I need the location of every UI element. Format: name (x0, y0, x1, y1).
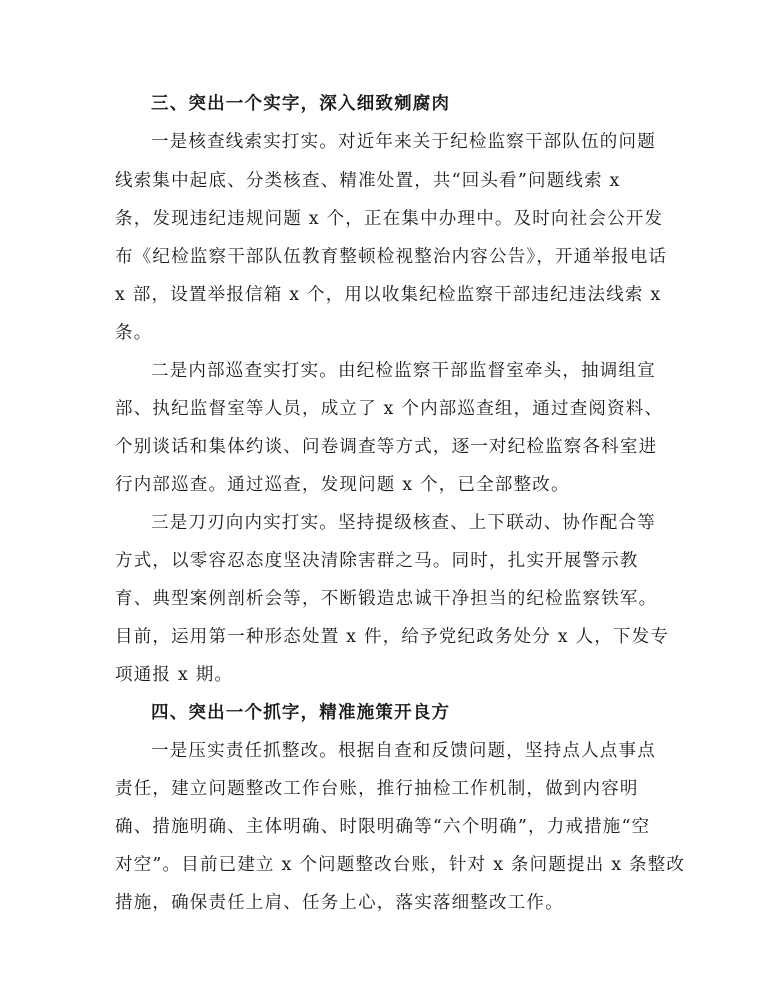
paragraph-line: x 部，设置举报信箱 x 个，用以收集纪检监察干部违纪违法线索 x (115, 285, 662, 305)
paragraph-line: 方式，以零容忍态度坚决清除害群之马。同时，扎实开展警示教 (115, 551, 639, 571)
paragraph-line: 部、执纪监督室等人员，成立了 x 个内部巡查组，通过查阅资料、 (115, 399, 664, 419)
paragraph-line: 个别谈话和集体约谈、问卷调查等方式，逐一对纪检监察各科室进 (115, 437, 658, 457)
paragraph-line: 对空”。目前已建立 x 个问题整改台账，针对 x 条问题提出 x 条整改 (115, 855, 686, 875)
paragraph-line: 三是刀刃向内实打实。坚持提级核查、上下联动、协作配合等 (151, 513, 656, 533)
paragraph-line: 条，发现违纪违规问题 x 个，正在集中办理中。及时向社会公开发 (115, 209, 664, 229)
paragraph-line: 措施，确保责任上肩、任务上心，落实落细整改工作。 (115, 893, 564, 913)
paragraph-line: 条。 (115, 323, 153, 343)
section-heading-3: 三、突出一个实字，深入细致剜腐肉 (151, 94, 451, 114)
paragraph-line: 一是压实责任抓整改。根据自查和反馈问题，坚持点人点事点 (151, 741, 656, 761)
paragraph-line: 线索集中起底、分类核查、精准处置，共“回头看”问题线索 x (115, 171, 621, 191)
paragraph-line: 育、典型案例剖析会等，不断锻造忠诚干净担当的纪检监察铁军。 (115, 589, 658, 609)
paragraph-line: 一是核查线索实打实。对近年来关于纪检监察干部队伍的问题 (151, 132, 656, 152)
paragraph-line: 二是内部巡查实打实。由纪检监察干部监督室牵头，抽调组宣 (151, 361, 656, 381)
paragraph-line: 责任，建立问题整改工作台账，推行抽检工作机制，做到内容明 (115, 779, 639, 799)
section-heading-4: 四、突出一个抓字，精准施策开良方 (151, 703, 451, 723)
paragraph-line: 行内部巡查。通过巡查，发现问题 x 个，已全部整改。 (115, 475, 570, 495)
paragraph-line: 确、措施明确、主体明确、时限明确等“六个明确”，力戒措施“空 (115, 817, 651, 837)
paragraph-line: 目前，运用第一种形态处置 x 件，给予党纪政务处分 x 人，下发专 (115, 627, 670, 647)
paragraph-line: 项通报 x 期。 (115, 665, 234, 685)
paragraph-line: 布《纪检监察干部队伍教育整顿检视整治内容公告》，开通举报电话 (115, 247, 668, 267)
